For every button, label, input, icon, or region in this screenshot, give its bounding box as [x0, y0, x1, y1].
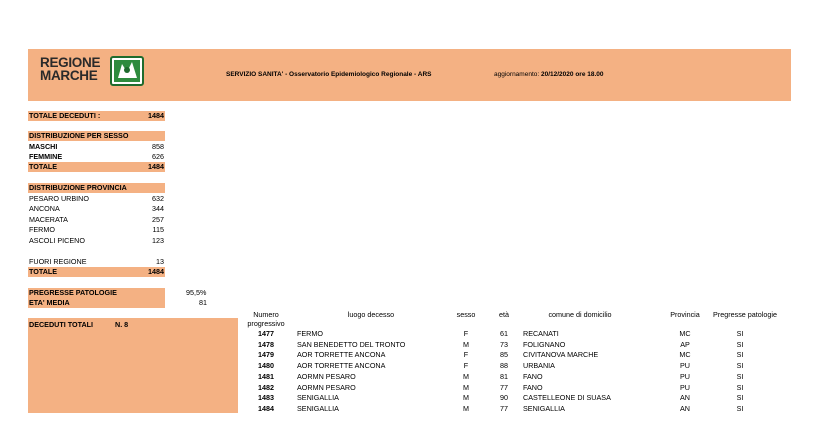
cell-patologie: SI [736, 371, 744, 381]
cell-luogo: AOR TORRETTE ANCONA [297, 361, 386, 371]
cell-numero: 1478 [258, 339, 274, 349]
cell-luogo: SENIGALLIA [297, 403, 339, 413]
update-value: 20/12/2020 ore 18.00 [540, 71, 604, 78]
cell-patologie: SI [736, 350, 744, 360]
cell-numero: 1484 [258, 403, 274, 413]
pregresse-value: 95,5% [186, 288, 207, 297]
sesso-title-row [28, 131, 165, 141]
provincia-value: 344 [152, 204, 164, 213]
cell-comune: SENIGALLIA [523, 403, 565, 413]
cell-numero: 1483 [258, 393, 274, 403]
col-header-numero [246, 310, 286, 328]
logo-line2: MARCHE [40, 68, 98, 83]
cell-patologie: SI [736, 329, 744, 338]
provincia-label: FERMO [29, 225, 55, 234]
provincia-title-row [28, 183, 165, 193]
provincia-label: ASCOLI PICENO [29, 236, 85, 245]
logo-line1: REGIONE [40, 55, 101, 70]
col-header-sesso: sesso [456, 310, 476, 319]
provincia-label: MACERATA [29, 215, 68, 224]
sesso-total-label: TOTALE [29, 162, 58, 171]
cell-comune: CIVITANOVA MARCHE [523, 350, 599, 360]
cell-patologie: SI [736, 393, 744, 403]
cell-eta: 77 [500, 403, 508, 413]
cell-sesso: M [463, 339, 469, 349]
cell-sesso: F [463, 361, 469, 371]
cell-sesso: M [463, 403, 469, 413]
totale-deceduti-row [28, 111, 165, 121]
cell-luogo: SENIGALLIA [297, 393, 339, 403]
sesso-value: 858 [152, 142, 164, 151]
provincia-total-row [28, 267, 165, 277]
cell-luogo: AORMN PESARO [297, 371, 356, 381]
marche-emblem-icon [110, 56, 144, 86]
sesso-row-maschi [28, 142, 165, 152]
sesso-value: 626 [152, 152, 164, 161]
provincia-value: 257 [152, 215, 164, 224]
cell-numero: 1481 [258, 371, 274, 381]
sesso-title: DISTRIBUZIONE PER SESSO [29, 131, 129, 140]
cell-eta: 85 [500, 350, 508, 360]
cell-provincia: PU [680, 361, 690, 371]
col-header-numero-line2: progressivo [247, 319, 285, 328]
cell-provincia: AN [680, 393, 690, 403]
cell-luogo: FERMO [297, 329, 323, 338]
provincia-value: 123 [152, 236, 164, 245]
sesso-label: FEMMINE [29, 152, 63, 161]
cell-patologie: SI [736, 382, 744, 392]
provincia-row [28, 215, 165, 225]
eta-media-label: ETA' MEDIA [29, 298, 70, 307]
eta-media-value: 81 [199, 298, 207, 307]
cell-comune: FOLIGNANO [523, 339, 566, 349]
cell-patologie: SI [736, 339, 744, 349]
cell-eta: 81 [500, 371, 508, 381]
cell-numero: 1477 [258, 329, 274, 338]
cell-eta: 88 [500, 361, 508, 371]
provincia-value: 115 [152, 225, 164, 234]
cell-luogo: AORMN PESARO [297, 382, 356, 392]
fuori-regione-value: 13 [156, 257, 164, 266]
provincia-row [28, 236, 165, 246]
cell-numero: 1482 [258, 382, 274, 392]
cell-provincia: PU [680, 371, 690, 381]
cell-patologie: SI [736, 403, 744, 413]
provincia-label: ANCONA [29, 204, 60, 213]
cell-eta: 61 [500, 329, 508, 338]
cell-comune: RECANATI [523, 329, 559, 338]
cell-eta: 77 [500, 382, 508, 392]
cell-sesso: M [463, 371, 469, 381]
col-header-luogo: luogo decesso [347, 310, 395, 319]
sesso-row-femmine [28, 152, 165, 162]
provincia-total-label: TOTALE [29, 267, 58, 276]
provincia-total-value: 1484 [148, 267, 164, 276]
provincia-label: PESARO URBINO [29, 194, 89, 203]
totale-deceduti-value: 1484 [148, 111, 164, 120]
deceduti-totali-count: N. 8 [115, 320, 129, 329]
cell-luogo: SAN BENEDETTO DEL TRONTO [297, 339, 406, 349]
update-info [494, 71, 604, 78]
cell-provincia: AN [680, 403, 690, 413]
provincia-title: DISTRIBUZIONE PROVINCIA [29, 183, 127, 192]
cell-luogo: AOR TORRETTE ANCONA [297, 350, 386, 360]
col-header-eta: età [499, 310, 509, 319]
cell-comune: URBANIA [523, 361, 555, 371]
sesso-total-row [28, 162, 165, 172]
cell-numero: 1480 [258, 361, 274, 371]
cell-sesso: M [463, 393, 469, 403]
fuori-regione-label: FUORI REGIONE [29, 257, 87, 266]
fuori-regione-row [28, 257, 165, 267]
provincia-row [28, 225, 165, 235]
provincia-row [28, 194, 165, 204]
cell-sesso: F [463, 350, 469, 360]
cell-eta: 90 [500, 393, 508, 403]
deceduti-totali-box [28, 318, 238, 413]
cell-eta: 73 [500, 339, 508, 349]
col-header-patologie: Pregresse patologie [713, 310, 777, 319]
cell-provincia: PU [680, 382, 690, 392]
cell-patologie: SI [736, 361, 744, 371]
cell-provincia: MC [679, 350, 691, 360]
regione-marche-logo [40, 56, 148, 88]
cell-provincia: MC [679, 329, 691, 338]
pregresse-label: PREGRESSE PATOLOGIE [29, 288, 117, 297]
cell-sesso: M [463, 382, 469, 392]
cell-provincia: AP [680, 339, 690, 349]
col-header-provincia: Provincia [670, 310, 700, 319]
service-title: SERVIZIO SANITA' - Osservatorio Epidemiologico Regionale - ARS [226, 71, 432, 78]
update-label: aggiornamento: [494, 71, 540, 78]
col-header-numero-line1: Numero [253, 310, 279, 319]
cell-sesso: F [463, 329, 469, 338]
totale-deceduti-label: TOTALE DECEDUTI : [29, 111, 101, 120]
deceduti-totali-label: DECEDUTI TOTALI [29, 320, 94, 329]
cell-comune: CASTELLEONE DI SUASA [523, 393, 611, 403]
logo-text [40, 56, 100, 82]
provincia-value: 632 [152, 194, 164, 203]
col-header-comune: comune di domicilio [548, 310, 612, 319]
sesso-total-value: 1484 [148, 162, 164, 171]
cell-comune: FANO [523, 382, 543, 392]
cell-numero: 1479 [258, 350, 274, 360]
provincia-row [28, 204, 165, 214]
sesso-label: MASCHI [29, 142, 58, 151]
cell-comune: FANO [523, 371, 543, 381]
